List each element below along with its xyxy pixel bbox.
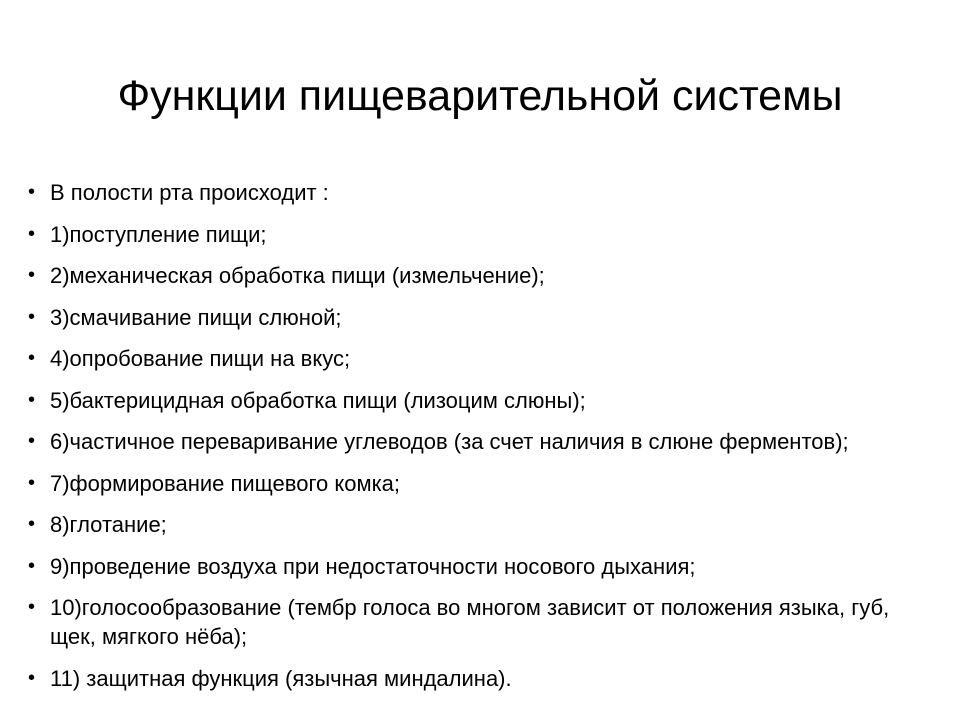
list-item-text: 10)голосообразование (тембр голоса во многом зависит от положения языка, губ, щек, мягкого нёба); bbox=[50, 595, 890, 649]
list-item bbox=[28, 344, 938, 373]
bullet-icon: • bbox=[28, 305, 36, 328]
list-item-text: 5)бактерицидная обработка пищи (лизоцим слюны); bbox=[50, 387, 586, 413]
list-item bbox=[28, 261, 938, 290]
list-item-text: 4)опробование пищи на вкус; bbox=[50, 346, 351, 371]
list-item-text: 8)глотание; bbox=[50, 512, 167, 537]
bullet-icon: • bbox=[28, 513, 36, 535]
bullet-icon: • bbox=[28, 347, 36, 369]
bullet-list bbox=[28, 178, 938, 705]
list-item bbox=[28, 303, 938, 332]
slide-title: Функции пищеварительной системы bbox=[117, 72, 843, 120]
bullet-icon: • bbox=[28, 388, 36, 411]
list-item-text: 3)смачивание пищи слюной; bbox=[50, 304, 342, 330]
list-item-text: 1)поступление пищи; bbox=[50, 221, 267, 247]
list-item-text: 11) защитная функция (язычная миндалина). bbox=[50, 665, 512, 691]
bullet-icon: • bbox=[28, 596, 36, 618]
list-item bbox=[28, 664, 938, 693]
bullet-icon: • bbox=[28, 471, 36, 494]
bullet-icon: • bbox=[28, 554, 36, 577]
bullet-icon: • bbox=[28, 666, 36, 689]
list-item bbox=[28, 593, 938, 651]
list-item bbox=[28, 469, 938, 498]
list-item-text: 6)частичное переваривание углеводов (за счет наличия в слюне ферментов); bbox=[50, 429, 849, 454]
list-item bbox=[28, 386, 938, 415]
list-item bbox=[28, 220, 938, 249]
list-item bbox=[28, 510, 938, 539]
list-item bbox=[28, 427, 938, 456]
list-item bbox=[28, 552, 938, 581]
list-item bbox=[28, 178, 938, 207]
bullet-icon: • bbox=[28, 264, 36, 286]
bullet-icon: • bbox=[28, 430, 36, 452]
bullet-icon: • bbox=[28, 222, 36, 245]
list-item-text: В полости рта происходит : bbox=[50, 180, 329, 205]
list-item-text: 2)механическая обработка пищи (измельчение); bbox=[50, 263, 545, 288]
bullet-icon: • bbox=[28, 181, 36, 203]
list-item-text: 7)формирование пищевого комка; bbox=[50, 470, 401, 496]
list-item-text: 9)проведение воздуха при недостаточности носового дыхания; bbox=[50, 553, 696, 579]
